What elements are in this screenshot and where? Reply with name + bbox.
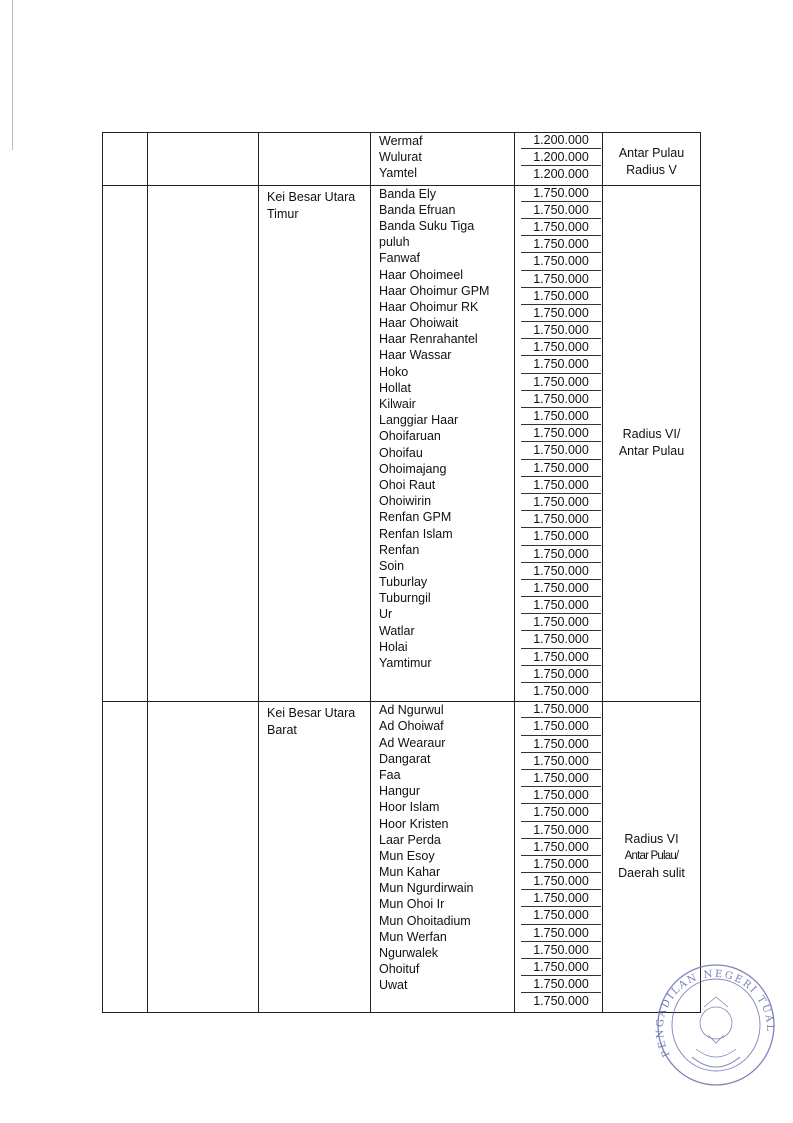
village-name: Laar Perda <box>379 832 441 847</box>
amount-value: 1.750.000 <box>521 186 601 202</box>
amount-value: 1.750.000 <box>521 478 601 494</box>
amount-value: 1.750.000 <box>521 306 601 322</box>
village-name: Renfan <box>379 542 420 557</box>
village-name: Haar Ohoimeel <box>379 267 464 282</box>
amount-value: 1.750.000 <box>521 289 601 305</box>
amount-value: 1.750.000 <box>521 754 601 770</box>
amount-value: 1.750.000 <box>521 908 601 924</box>
table-group-row <box>103 185 701 702</box>
village-name: Mun Ngurdirwain <box>379 881 474 896</box>
amount-value: 1.750.000 <box>521 220 601 236</box>
amount-value: 1.750.000 <box>521 547 601 563</box>
amount-value: 1.750.000 <box>521 615 601 631</box>
village-name: Faa <box>379 767 401 782</box>
amount-value: 1.750.000 <box>521 702 601 718</box>
amount-value: 1.750.000 <box>521 719 601 735</box>
amount-value: 1.750.000 <box>521 667 601 683</box>
village-name: Mun Ohoitadium <box>379 913 471 928</box>
amount-value: 1.750.000 <box>521 461 601 477</box>
amount-value: 1.750.000 <box>521 737 601 753</box>
village-name: Banda Suku Tiga <box>379 218 475 233</box>
amount-value: 1.750.000 <box>521 857 601 873</box>
village-list <box>371 133 514 183</box>
amount-value: 1.750.000 <box>521 254 601 270</box>
village-name: Soin <box>379 558 405 573</box>
number-cell <box>103 702 148 1012</box>
amount-value: 1.200.000 <box>521 133 601 149</box>
amount-value: 1.750.000 <box>521 529 601 545</box>
amount-value: 1.750.000 <box>521 375 601 391</box>
village-name: Mun Kahar <box>379 865 441 880</box>
village-name: puluh <box>379 235 410 250</box>
village-list <box>371 702 514 994</box>
village-name: Ohoi Raut <box>379 477 436 492</box>
region-cell <box>148 133 259 186</box>
village-name: Holai <box>379 639 408 654</box>
amount-value: 1.750.000 <box>521 891 601 907</box>
village-name: Ohoifaruan <box>379 429 441 444</box>
amount-value: 1.200.000 <box>533 167 589 182</box>
allowance-table <box>102 132 701 1013</box>
radius-line: Daerah sulit <box>618 866 685 881</box>
amount-list <box>515 133 602 185</box>
village-name: Haar Renrahantel <box>379 332 478 347</box>
village-name: Banda Efruan <box>379 202 456 217</box>
village-name: Hoor Kristen <box>379 816 449 831</box>
village-name: Hollat <box>379 380 411 395</box>
amount-value: 1.750.000 <box>521 840 601 856</box>
radius-cell <box>603 185 701 702</box>
radius-line: Radius VI/ <box>622 427 681 442</box>
district-cell <box>259 133 371 186</box>
amount-cell <box>515 185 603 702</box>
table-group-row <box>103 133 701 186</box>
district-cell <box>259 702 371 1012</box>
village-name: Wermaf <box>379 134 423 148</box>
village-name: Tuburlay <box>379 575 428 590</box>
amount-value: 1.750.000 <box>521 788 601 804</box>
amount-value: 1.750.000 <box>521 977 601 993</box>
amount-value: 1.750.000 <box>521 771 601 787</box>
village-cell <box>371 133 515 186</box>
amount-value: 1.750.000 <box>521 564 601 580</box>
number-cell <box>103 185 148 702</box>
amount-value: 1.750.000 <box>521 960 601 976</box>
district-cell <box>259 185 371 702</box>
village-name: Hoko <box>379 364 409 379</box>
village-name: Kilwair <box>379 397 416 411</box>
village-name: Tuburngil <box>379 591 431 606</box>
village-name: Ohoifau <box>379 445 423 460</box>
village-name: Yamtel <box>379 166 417 181</box>
village-name: Renfan Islam <box>379 526 453 541</box>
amount-value: 1.750.000 <box>521 409 601 425</box>
village-name: Ohoimajang <box>379 461 447 476</box>
village-name: Watlar <box>379 623 415 638</box>
region-cell <box>148 702 259 1012</box>
amount-value: 1.750.000 <box>521 495 601 511</box>
village-name: Haar Ohoimur RK <box>379 299 479 314</box>
village-name: Haar Wassar <box>379 348 452 363</box>
radius-line: Antar Pulau/ <box>624 850 679 863</box>
village-name: Fanwaf <box>379 251 420 266</box>
village-name: Haar Ohoimur GPM <box>379 283 490 298</box>
village-name: Haar Ohoiwait <box>379 316 459 331</box>
village-name: Banda Ely <box>379 186 436 201</box>
radius-line: Antar Pulau <box>618 146 685 160</box>
village-name: Mun Ohoi Ir <box>379 897 445 912</box>
radius-line: Radius V <box>626 163 677 177</box>
table-group-row <box>103 702 701 1012</box>
number-cell <box>103 133 148 186</box>
amount-value: 1.750.000 <box>521 392 601 408</box>
amount-value: 1.750.000 <box>521 823 601 839</box>
amount-value: 1.750.000 <box>521 926 601 942</box>
amount-value: 1.750.000 <box>521 943 601 959</box>
scan-edge-line <box>12 0 13 150</box>
village-name: Ohoituf <box>379 962 420 977</box>
amount-list <box>515 186 602 702</box>
village-name: Dangarat <box>379 751 431 766</box>
radius-line: Antar Pulau <box>618 444 685 459</box>
district-line: Kei Besar Utara <box>267 189 356 204</box>
court-seal-stamp <box>652 937 776 1087</box>
village-name: Uwat <box>379 978 408 993</box>
district-line: Timur <box>267 206 299 221</box>
village-cell <box>371 185 515 702</box>
amount-cell <box>515 702 603 1012</box>
village-name: Hoor Islam <box>379 800 440 815</box>
amount-value: 1.750.000 <box>521 272 601 288</box>
amount-value: 1.750.000 <box>521 650 601 666</box>
amount-list <box>515 702 602 1011</box>
amount-value: 1.750.000 <box>521 426 601 442</box>
village-name: Mun Esoy <box>379 848 435 863</box>
amount-cell <box>515 133 603 186</box>
amount-value: 1.750.000 <box>521 805 601 821</box>
amount-value: 1.750.000 <box>521 632 601 648</box>
village-name: Ad Ngurwul <box>379 703 444 718</box>
region-cell <box>148 185 259 702</box>
amount-value: 1.750.000 <box>521 581 601 597</box>
village-name: Yamtimur <box>379 656 432 670</box>
village-name: Hangur <box>379 784 420 799</box>
seal-text: PENGADILAN NEGERI TUAL <box>654 968 776 1059</box>
amount-value: 1.750.000 <box>521 237 601 253</box>
amount-value: 1.750.000 <box>521 357 601 373</box>
amount-value: 1.750.000 <box>521 323 601 339</box>
district-line: Kei Besar Utara <box>267 706 356 721</box>
village-cell <box>371 702 515 1012</box>
village-name: Langgiar Haar <box>379 413 459 428</box>
village-list <box>371 186 514 673</box>
village-name: Ur <box>379 607 393 622</box>
amount-value: 1.750.000 <box>533 994 589 1009</box>
village-name: Ngurwalek <box>379 946 439 960</box>
village-name: Ad Wearaur <box>379 735 446 750</box>
amount-value: 1.200.000 <box>521 150 601 166</box>
amount-value: 1.750.000 <box>521 340 601 356</box>
village-name: Mun Werfan <box>379 929 447 944</box>
radius-cell <box>603 133 701 186</box>
amount-value: 1.750.000 <box>533 684 589 698</box>
amount-value: 1.750.000 <box>521 203 601 219</box>
village-name: Renfan GPM <box>379 510 452 525</box>
village-name: Ad Ohoiwaf <box>379 719 444 734</box>
amount-value: 1.750.000 <box>521 443 601 459</box>
radius-line: Radius VI <box>624 832 679 847</box>
amount-value: 1.750.000 <box>521 512 601 528</box>
village-name: Ohoiwirin <box>379 494 432 509</box>
amount-value: 1.750.000 <box>521 874 601 890</box>
village-name: Wulurat <box>379 150 422 165</box>
district-line: Barat <box>267 723 297 738</box>
amount-value: 1.750.000 <box>521 598 601 614</box>
